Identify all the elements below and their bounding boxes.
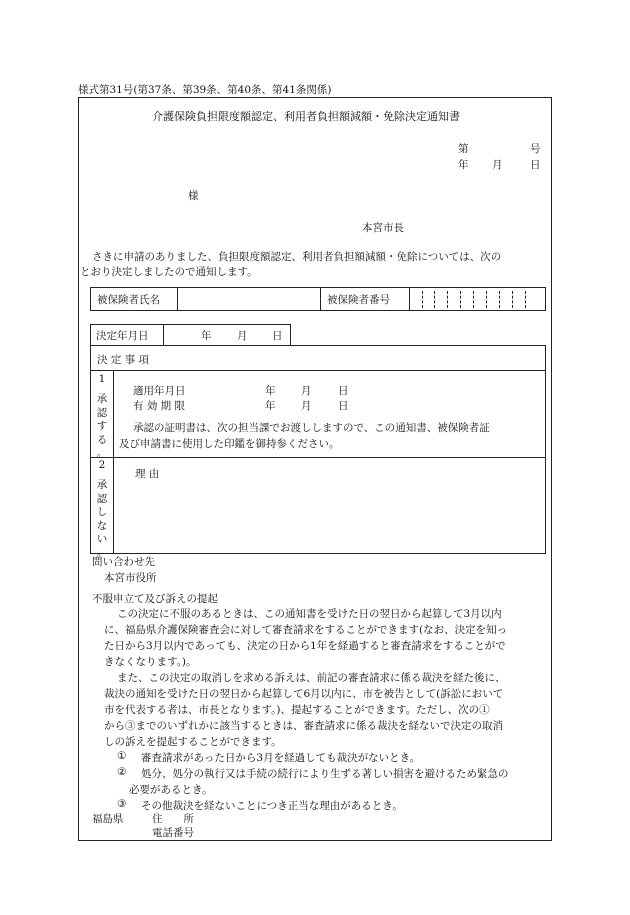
issuer: 本宮市長 xyxy=(362,222,404,234)
decision-header: 決 定 事 項 xyxy=(97,354,150,366)
valid-period-label: 有 効 期 限 xyxy=(133,400,186,412)
valid-hi: 日 xyxy=(338,400,349,412)
number-dai: 第 xyxy=(458,143,469,155)
footer-pref: 福島県 xyxy=(92,813,124,825)
appeal-p1-line-4: きなくなります。)。 xyxy=(104,656,197,668)
appeal-p2-line-3: 市を代表する者は、市長となります。)、提起することができます。ただし、次の① xyxy=(104,704,490,716)
decision-date-hi: 日 xyxy=(272,330,283,342)
date-tsuki: 月 xyxy=(492,159,503,171)
appeal-p2-line-1: また、この決定の取消しを求める訴えは、前記の審査請求に係る裁決を経た後に、 xyxy=(117,672,506,684)
apply-nen: 年 xyxy=(265,385,276,397)
appeal-item-3-mark: ③ xyxy=(117,798,127,810)
footer-address-label: 住 所 xyxy=(152,813,194,825)
apply-tsuki: 月 xyxy=(301,385,312,397)
appeal-item-1-text: 審査請求があった日から3月を経過しても裁決がないとき。 xyxy=(141,752,421,764)
appeal-item-1-mark: ① xyxy=(117,750,127,762)
approve-note-line-2: 及び申請書に使用した印鑑を御持参ください。 xyxy=(119,438,340,450)
appeal-p1-line-1: この決定に不服のあるときは、この通知書を受けた日の翌日から起算して3月以内 xyxy=(117,608,502,620)
approve-note-line-1: 承認の証明書は、次の担当課でお渡ししますので、この通知書、被保険者証 xyxy=(133,422,490,434)
insured-name-field xyxy=(178,288,319,310)
footer-phone-label: 電話番号 xyxy=(152,827,194,839)
appeal-p2-line-5: しの訴えを提起することができます。 xyxy=(104,736,282,748)
intro-line-1: さきに申請のありました、負担限度額認定、利用者負担額減額・免除については、次の xyxy=(92,251,502,263)
appeal-p1-line-2: に、福島県介護保険審査会に対して審査請求をすることができます(なお、決定を知っ xyxy=(104,624,508,636)
contact-office: 本宮市役所 xyxy=(104,572,157,584)
approve-number: 1 xyxy=(98,373,106,385)
intro-line-2: とおり決定しましたので通知します。 xyxy=(80,266,258,278)
approve-vertical-label: 承 認 す る 。 xyxy=(96,393,108,460)
date-nen: 年 xyxy=(458,159,469,171)
appeal-p2-line-4: から③までのいずれかに該当するときは、審査請求に係る裁決を経ないで決定の取消 xyxy=(104,720,503,732)
decision-date-box xyxy=(90,324,291,346)
insured-number-field xyxy=(410,288,545,310)
decision-date-label: 決定年月日 xyxy=(96,330,149,342)
reject-vertical-label: 承 認 し な い 。 xyxy=(96,479,108,559)
appeal-item-3-text: その他裁決を経ないことにつき正当な理由があるとき。 xyxy=(141,800,403,812)
valid-nen: 年 xyxy=(265,400,276,412)
insured-name-label: 被保険者氏名 xyxy=(97,294,160,306)
reject-number: 2 xyxy=(98,459,106,471)
appeal-item-2-text: 処分、処分の執行又は手続の続行により生ずる著しい損害を避けるため緊急の xyxy=(141,768,509,780)
document-title: 介護保険負担限度額認定、利用者負担額減額・免除決定通知書 xyxy=(152,110,460,123)
date-hi: 日 xyxy=(530,159,541,171)
insured-table xyxy=(90,287,546,311)
decision-date-tsuki: 月 xyxy=(237,330,248,342)
insured-number-label: 被保険者番号 xyxy=(327,294,390,306)
appeal-heading: 不服申立て及び訴えの提起 xyxy=(92,593,218,605)
appeal-p2-line-2: 裁決の通知を受けた日の翌日から起算して6月以内に、市を被告として(訴訟において xyxy=(104,688,504,700)
appeal-p1-line-3: た日から3月以内であっても、決定の日から1年を経過すると審査請求をすることがで xyxy=(104,640,506,652)
valid-tsuki: 月 xyxy=(301,400,312,412)
apply-date-label: 適用年月日 xyxy=(133,385,186,397)
reason-label: 理 由 xyxy=(135,468,160,480)
decision-date-nen: 年 xyxy=(201,330,212,342)
appeal-item-2-mark: ② xyxy=(117,766,127,778)
decision-table xyxy=(90,345,546,559)
appeal-item-2-text-cont: 必要があるとき。 xyxy=(129,784,213,796)
contact-label: 問い合わせ先 xyxy=(92,556,155,568)
form-code: 様式第31号(第37条、第39条、第40条、第41条関係) xyxy=(78,84,332,96)
apply-hi: 日 xyxy=(338,385,349,397)
number-go: 号 xyxy=(530,143,541,155)
addressee-sama: 様 xyxy=(188,190,199,202)
